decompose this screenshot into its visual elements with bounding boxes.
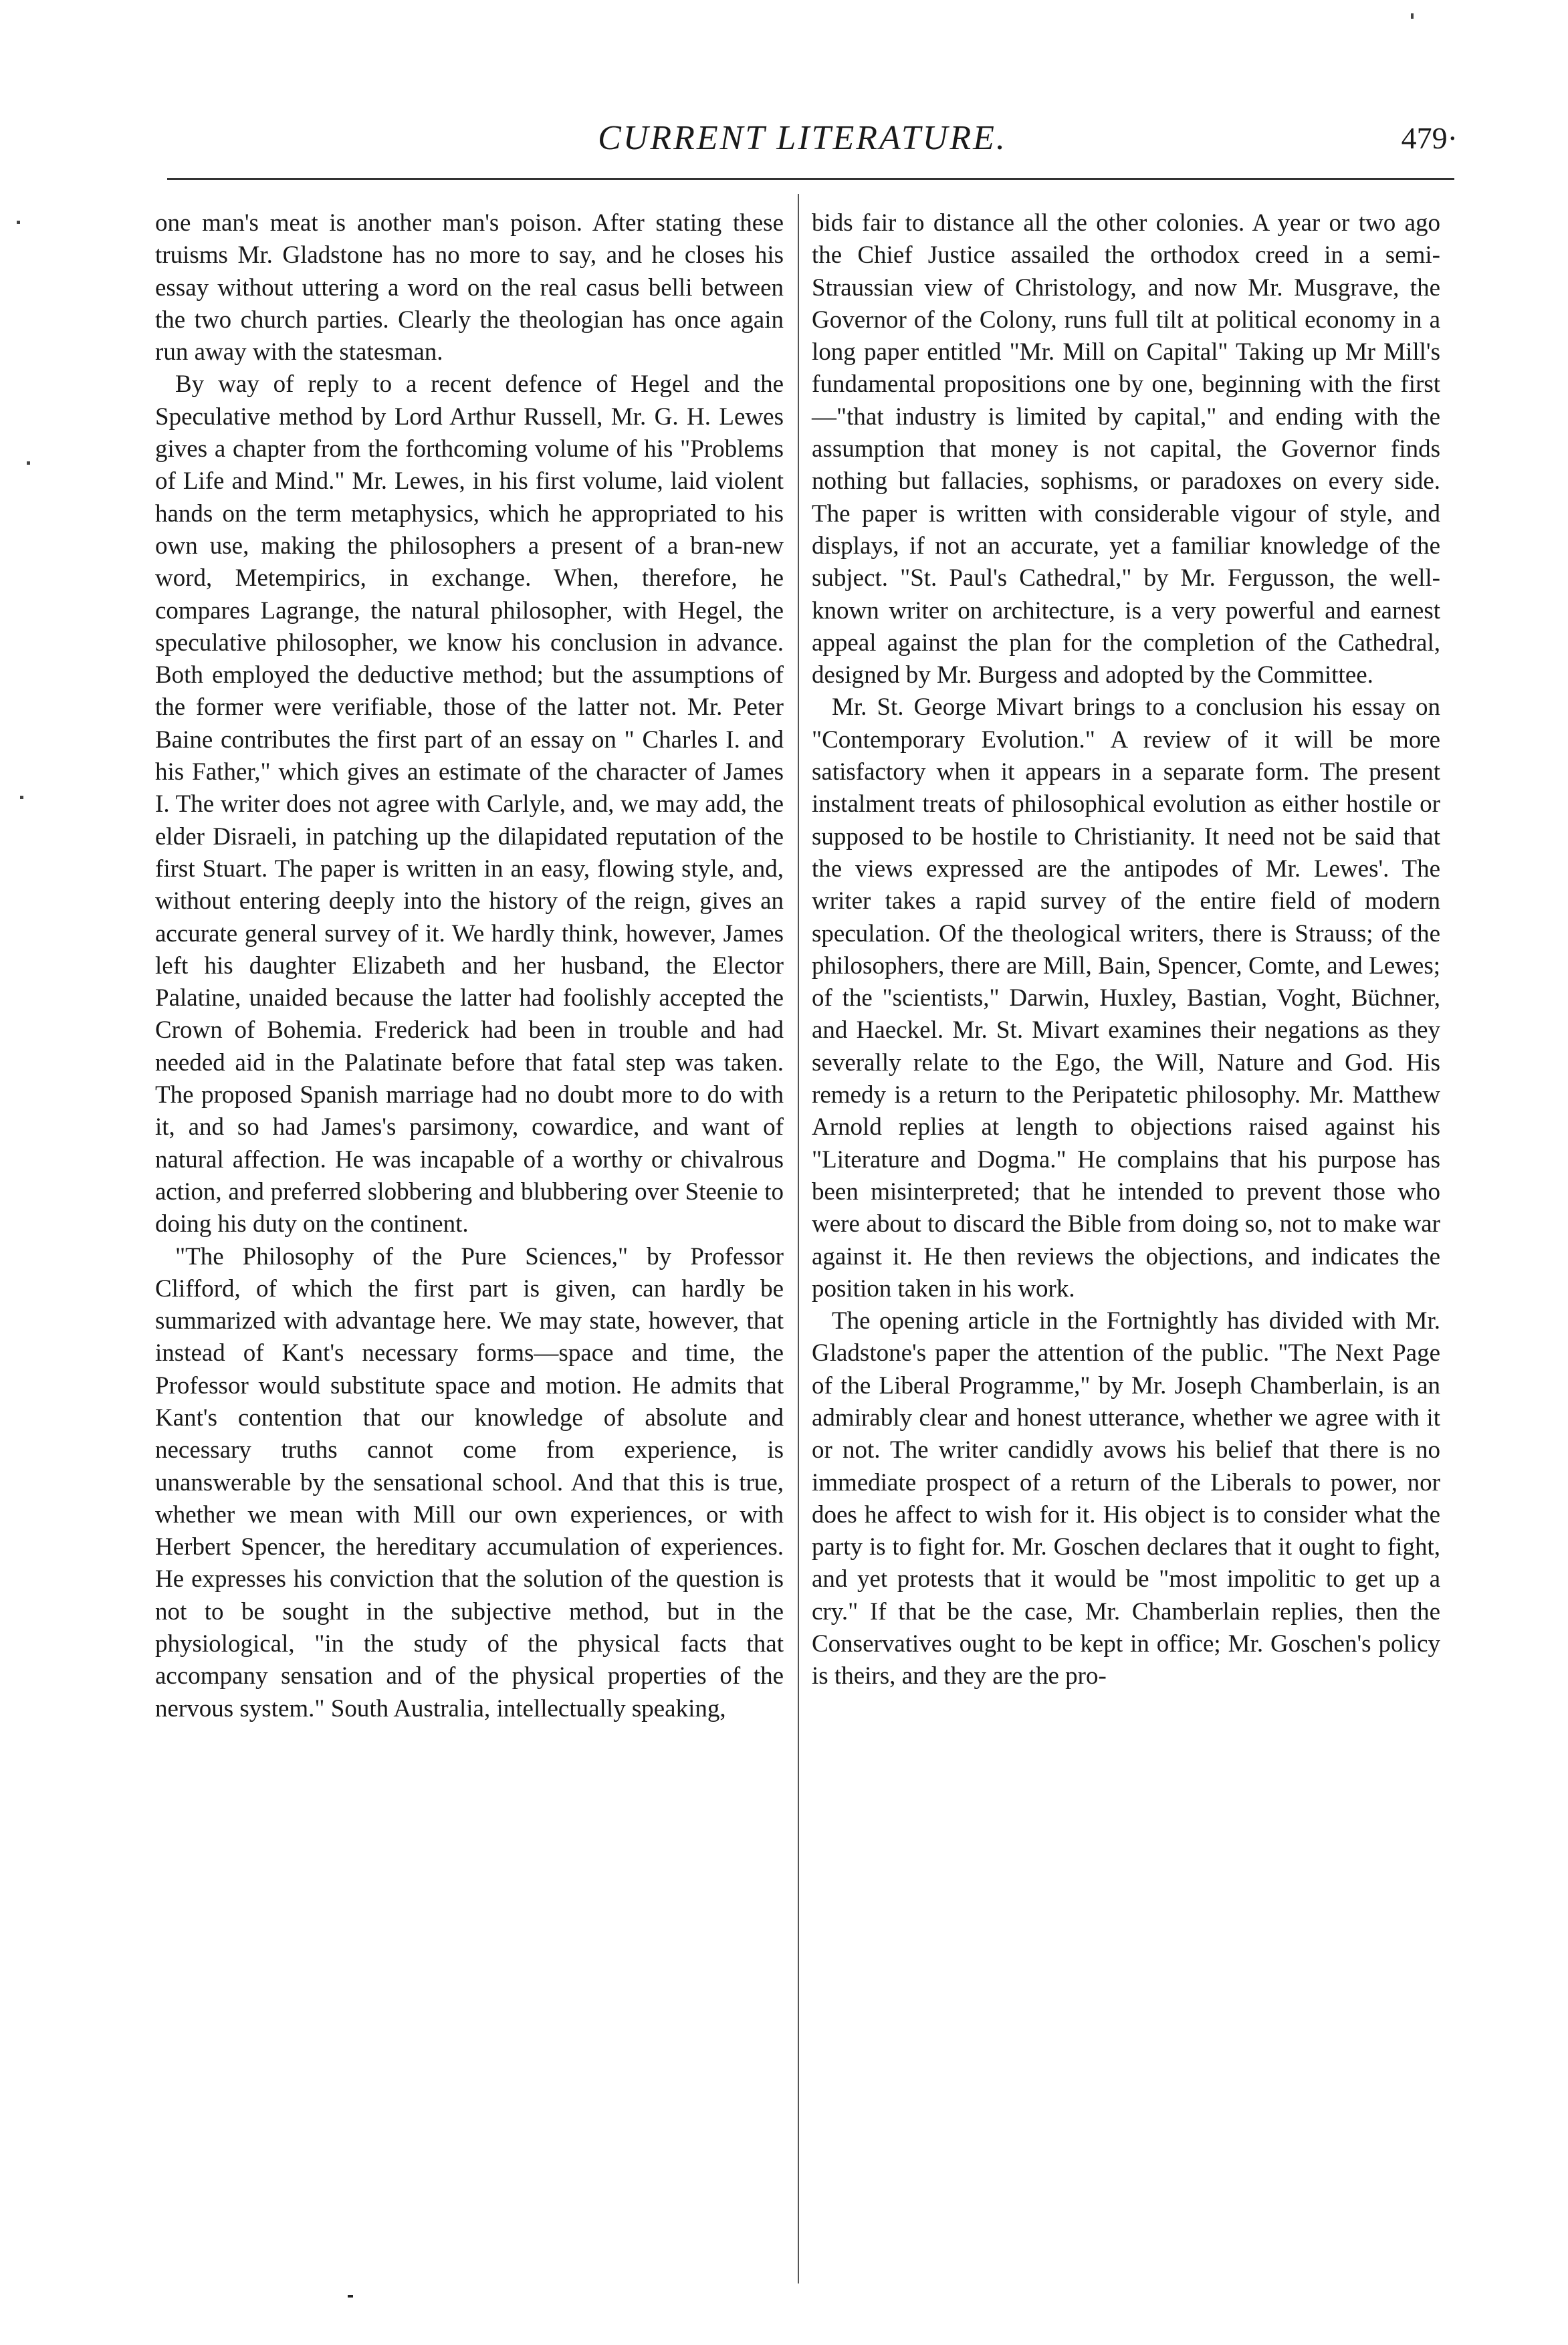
right-paragraph-1: bids fair to distance all the other colonies. A year or two ago the Chief Justice assailed the orthodox creed in a semi-Straussian view of Christology, and now Mr. Musgrave, the Governor of the Colony, runs full tilt at political economy in a long paper entitled "Mr. Mill on Capital" Taking up Mr Mill's fundamental propositions one by one, beginning with the first—"that industry is limited by capital," and ending with the assumption that money is not capital, the Governor finds nothing but fallacies, sophisms, or paradoxes on every side. The paper is written with considerable vigour of style, and displays, if not an accurate, yet a familiar knowledge of the subject. "St. Paul's Cathedral," by Mr. Fergusson, the well-known writer on architecture, is a very powerful and earnest appeal against the plan for the completion of the Cathedral, designed by Mr. Burgess and adopted by the Committee. <box>812 209 1440 689</box>
margin-speck <box>17 221 20 224</box>
left-column <box>155 207 784 1725</box>
margin-speck <box>27 461 30 465</box>
left-paragraph-2: By way of reply to a recent defence of Hegel and the Speculative method by Lord Arthur Russell, Mr. G. H. Lewes gives a chapter from the forthcoming volume of his "Problems of Life and Mind." Mr. Lewes, in his first volume, laid violent hands on the term metaphysics, which he appropriated to his own use, making the philosophers a present of a bran-new word, Metempirics, in exchange. When, therefore, he compares Lagrange, the natural philosopher, with Hegel, the speculative philosopher, we know his conclusion in advance. Both employed the deductive method; but the assumptions of the former were verifiable, those of the latter not. Mr. Peter Baine contributes the first part of an essay on " Charles I. and his Father," which gives an estimate of the character of James I. The writer does not agree with Carlyle, and, we may add, the elder Disraeli, in patching up the dilapidated reputation of the first Stuart. The paper is written in an easy, flowing style, and, without entering deeply into the history of the reign, gives an accurate general survey of it. We hardly think, however, James left his daughter Elizabeth and her husband, the Elector Palatine, unaided because the latter had foolishly accepted the Crown of Bohemia. Frederick had been in trouble and had needed aid in the Palatinate before that fatal step was taken. The proposed Spanish marriage had no doubt more to do with it, and so had James's parsimony, cowardice, and want of natural affection. He was incapable of a worthy or chivalrous action, and preferred slobbering and blubbering over Steenie to doing his duty on the continent. <box>155 370 784 1238</box>
right-column <box>812 207 1440 1693</box>
page-mark <box>348 2295 353 2298</box>
left-paragraph-3: "The Philosophy of the Pure Sciences," by Professor Clifford, of which the first part is given, can hardly be summarized with advantage here. We may state, however, that instead of Kant's necessary forms—space and time, the Professor would substitute space and motion. He admits that Kant's contention that our knowledge of absolute and necessary truths cannot come from experience, is unanswerable by the sensational school. And that this is true, whether we mean with Mill our own experiences, or with Herbert Spencer, the hereditary accumulation of experiences. He expresses his conviction that the solution of the question is not to be sought in the subjective method, but in the physiological, "in the study of the physical facts that accompany sensation and of the physical properties of the nervous system." South Australia, intellectually speaking, <box>155 1242 784 1722</box>
margin-speck <box>1411 13 1414 19</box>
left-paragraph-1: one man's meat is another man's poison. After stating these truisms Mr. Gladstone has no more to say, and he closes his essay without uttering a word on the real casus belli between the two church parties. Clearly the theologian has once again run away with the statesman. <box>155 209 784 366</box>
margin-speck <box>20 796 23 799</box>
right-paragraph-2: Mr. St. George Mivart brings to a conclusion his essay on "Contemporary Evolution." A review of it will be more satisfactory when it appears in a separate form. The present instalment treats of philosophical evolution as either hostile or supposed to be hostile to Christianity. It need not be said that the views expressed are the antipodes of Mr. Lewes'. The writer takes a rapid survey of the entire field of modern speculation. Of the theological writers, there is Strauss; of the philosophers, there are Mill, Bain, Spencer, Comte, and Lewes; of the "scientists," Darwin, Huxley, Bastian, Voght, Büchner, and Haeckel. Mr. St. Mivart examines their negations as they severally relate to the Ego, the Will, Nature and God. His remedy is a return to the Peripatetic philosophy. Mr. Matthew Arnold replies at length to objections raised against his "Literature and Dogma." He complains that his purpose has been misinterpreted; that he intended to prevent those who were about to discard the Bible from doing so, not to make war against it. He then reviews the objections, and indicates the position taken in his work. <box>812 693 1440 1303</box>
column-divider <box>798 194 799 2283</box>
page-number: 479· <box>1401 121 1458 155</box>
header-rule <box>167 178 1454 180</box>
running-title: CURRENT LITERATURE. <box>598 119 1007 157</box>
page-header <box>147 115 1458 169</box>
right-paragraph-3: The opening article in the Fortnightly has divided with Mr. Gladstone's paper the attention of the public. "The Next Page of the Liberal Programme," by Mr. Joseph Chamberlain, is an admirably clear and honest utterance, whether we agree with it or not. The writer candidly avows his belief that there is no immediate prospect of a return of the Liberals to power, nor does he affect to wish for it. His object is to consider what the party is to fight for. Mr. Goschen declares that it ought to fight, and yet protests that it would be "most impolitic to get up a cry." If that be the case, Mr. Chamberlain replies, then the Conservatives ought to be kept in office; Mr. Goschen's policy is theirs, and they are the pro- <box>812 1307 1440 1690</box>
